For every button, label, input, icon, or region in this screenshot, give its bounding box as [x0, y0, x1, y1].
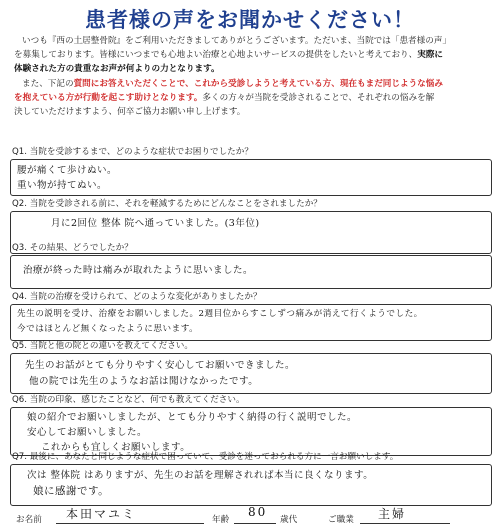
answer-1-line-1: 腰が痛くて歩けぬい。 — [17, 165, 118, 176]
occupation-value: 主婦 — [378, 507, 407, 521]
question-block-3 — [10, 243, 492, 289]
intro-line-3 — [14, 62, 488, 76]
answer-box-1 — [10, 159, 492, 196]
question-block-5 — [10, 341, 492, 394]
answer-7-line-2: 娘に感謝です。 — [33, 485, 110, 497]
intro-emphasis-2: 体験された方の貴重なお声が何よりの力となります。 — [14, 64, 220, 75]
intro-red-1: 質問にお答えいただくことで、これから受診しようと考えている方、現在もまだ同じような悩み — [73, 78, 443, 89]
age-underline — [234, 523, 276, 524]
name-label: お名前 — [16, 515, 42, 525]
question-block-4 — [10, 292, 492, 341]
answer-4-line-2: 今ではほとんど無くなったように思います。 — [17, 324, 199, 334]
intro-emphasis: 実際に — [417, 50, 444, 61]
question-label-2: Q2. 当院を受診される前に、それを軽減するためにどんなことをされましたか？ — [12, 199, 322, 209]
intro-line-2-text: を募集しております。皆様にいつまでも心地よい治療と心地よいサービスの提供をしたいと考えており、 — [14, 50, 418, 61]
question-block-1 — [10, 147, 492, 196]
answer-box-7 — [10, 464, 492, 506]
question-label-5: Q5. 当院と他の院との違いを教えてください。 — [12, 341, 193, 351]
question-label-1: Q1. 当院を受診するまで、どのような症状でお困りでしたか？ — [12, 147, 253, 157]
question-block-7 — [10, 452, 492, 506]
intro-line-4 — [14, 77, 488, 91]
question-block-6 — [10, 395, 492, 456]
question-label-6: Q6. 当院の印象、感じたことなど、何でも教えてください。 — [12, 395, 245, 405]
occupation-underline — [360, 523, 450, 524]
intro-line-1: いつも『西の土居整骨院』をご利用いただきましてありがとうございます。ただいま、当院では「患者様の声」 — [22, 36, 452, 46]
answer-5-line-1: 先生のお話がとても分りやすく安心してお願いできました。 — [25, 360, 296, 371]
age-label: 年齢 — [212, 515, 230, 525]
answer-box-4 — [10, 304, 492, 341]
answer-1-line-2: 重い物が持てぬい。 — [17, 180, 108, 191]
age-unit: 歳代 — [280, 515, 298, 525]
intro-text — [14, 34, 488, 119]
intro-line-2 — [14, 48, 488, 62]
intro-line-6: 決していただけますよう、何卒ご協力お願い申し上げます。 — [14, 107, 246, 118]
answer-6-line-1: 娘の紹介でお願いしましたが、とても分りやすく納得の行く説明でした。 — [27, 412, 358, 423]
question-label-4: Q4. 当院の治療を受けられて、どのような変化がありましたか？ — [12, 292, 262, 302]
answer-3-line-1: 治療が終った時は痛みが取れたように思いました。 — [23, 265, 254, 276]
intro-red-2: を抱えている方が行動を起こす助けとなります。 — [14, 92, 203, 103]
answer-4-line-1: 先生の説明を受け、治療をお願いしました。2週目位からすこしずつ痛みが消えて行くようでした。 — [17, 309, 423, 319]
answer-7-line-1: 次は 整体院 はありますが、先生のお話を理解されれば本当に良くなります。 — [27, 470, 374, 481]
age-value: 80 — [248, 505, 268, 519]
question-label-3: Q3. その結果、どうでしたか？ — [12, 243, 133, 253]
answer-5-line-2: 他の院では先生のようなお話は聞けなかったです。 — [29, 376, 259, 387]
name-underline — [56, 523, 204, 524]
answer-box-3 — [10, 255, 492, 289]
intro-line-5 — [14, 91, 488, 105]
answer-2-line-1: 月に2回位 整体 院へ通っていました。(3年位) — [51, 218, 260, 229]
occupation-label: ご職業 — [328, 515, 354, 525]
name-value: 本田マユミ — [66, 507, 137, 521]
page-title: 患者様の声をお聞かせください！ — [85, 8, 415, 32]
answer-box-5 — [10, 353, 492, 394]
answer-6-line-2: 安心してお願いしました。 — [27, 427, 148, 438]
answer-6-line-3: これからも宜しくお願いします。 — [41, 442, 191, 453]
answer-box-6 — [10, 407, 492, 456]
intro-line-5-text: 多くの方々が当院を受診されることで、それぞれの悩みを解 — [202, 92, 435, 103]
respondent-info — [10, 504, 492, 526]
question-label-7: Q7. 最後に、あなたと同じような症状で困っていて、受診を迷っておられる方に一言お願いします。 — [12, 452, 399, 462]
intro-line-4-text: また、下記の — [22, 78, 74, 89]
